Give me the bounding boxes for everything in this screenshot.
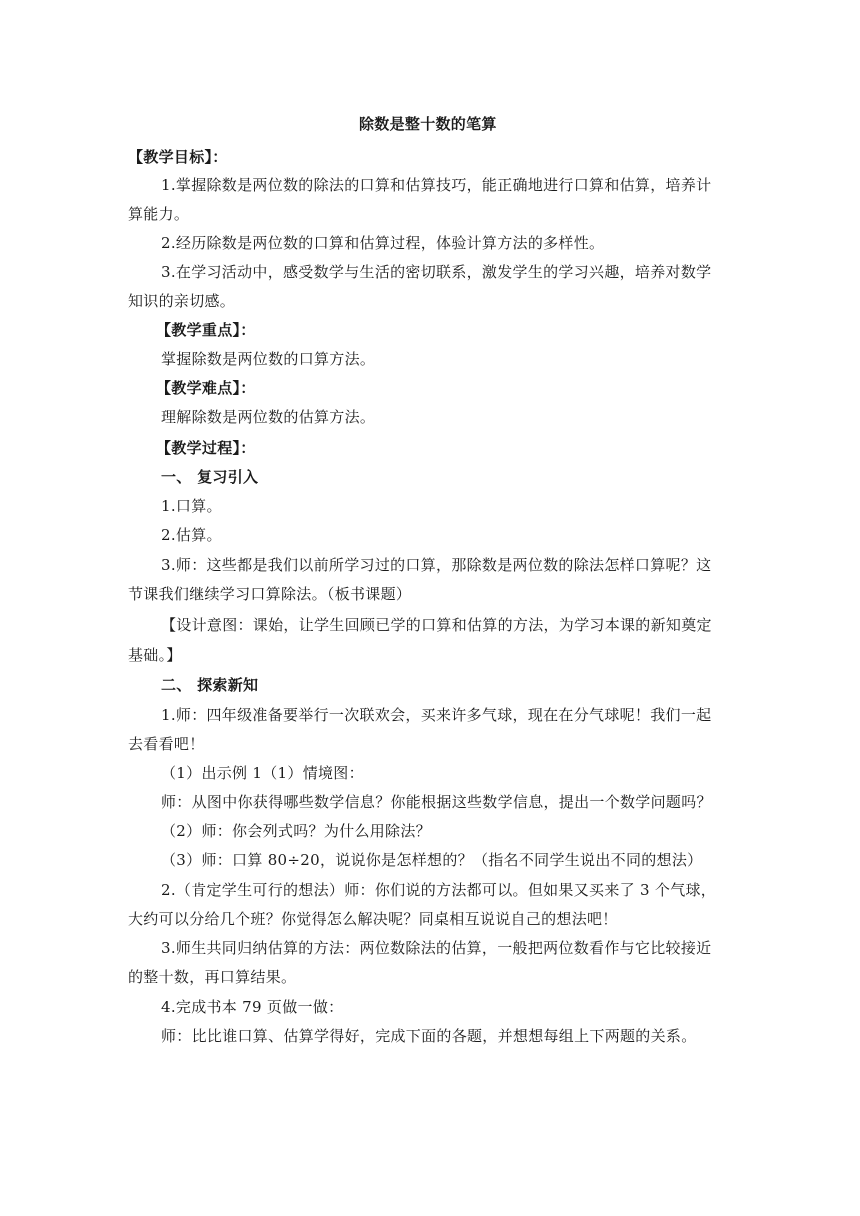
- difficulty-text: 理解除数是两位数的估算方法。: [161, 408, 376, 426]
- objective-2: 2.经历除数是两位数的口算和估算过程，体验计算方法的多样性。: [161, 234, 605, 252]
- section-2-item-2-line-1: 2.（肯定学生可行的想法）师：你们说的方法都可以。但如果又买来了 3 个气球，: [161, 881, 717, 899]
- section-2-sub-3: （3）师：口算 80÷20，说说你是怎样想的？（指名不同学生说出不同的想法）: [161, 851, 703, 869]
- objective-3-line-2: 知识的亲切感。: [128, 292, 236, 310]
- key-points-text: 掌握除数是两位数的口算方法。: [161, 350, 376, 368]
- document-title: 除数是整十数的笔算: [359, 115, 497, 133]
- objectives-heading: 【教学目标】：: [128, 148, 228, 166]
- section-2-item-1-line-2: 去看看吧！: [128, 735, 205, 753]
- objective-1-line-2: 算能力。: [128, 205, 190, 223]
- design-intent-line-1: 【设计意图：课始，让学生回顾已学的口算和估算的方法，为学习本课的新知奠定: [161, 616, 712, 634]
- section-1-item-2: 2.估算。: [161, 526, 222, 544]
- section-2-item-3-line-2: 的整十数，再口算结果。: [128, 968, 297, 986]
- objective-1-line-1: 1.掌握除数是两位数的除法的口算和估算技巧，能正确地进行口算和估算，培养计: [161, 176, 712, 194]
- section-2-heading: 二、 探索新知: [161, 676, 259, 694]
- section-2-teacher-question: 师：从图中你获得哪些数学信息？你能根据这些数学信息，提出一个数学问题吗？: [161, 793, 712, 811]
- section-2-item-4: 4.完成书本 79 页做一做：: [161, 998, 344, 1016]
- section-1-item-3-line-1: 3.师：这些都是我们以前所学习过的口算，那除数是两位数的除法怎样口算呢？这: [161, 556, 712, 574]
- section-2-item-1-line-1: 1.师：四年级准备要举行一次联欢会，买来许多气球，现在在分气球呢！我们一起: [161, 706, 712, 724]
- section-2-item-2-line-2: 大约可以分给几个班？你觉得怎么解决呢？同桌相互说说自己的想法吧！: [128, 910, 618, 928]
- design-intent-line-2: 基础。】: [128, 646, 182, 664]
- section-2-sub-2: （2）师：你会列式吗？为什么用除法？: [161, 822, 431, 840]
- difficulty-heading: 【教学难点】：: [156, 379, 256, 397]
- process-heading: 【教学过程】：: [156, 439, 256, 457]
- section-1-item-1: 1.口算。: [161, 497, 222, 515]
- section-2-sub-1: （1）出示例 1（1）情境图：: [161, 764, 364, 782]
- section-2-teacher-instruction: 师：比比谁口算、估算学得好，完成下面的各题，并想想每组上下两题的关系。: [161, 1027, 697, 1045]
- section-2-item-3-line-1: 3.师生共同归纳估算的方法：两位数除法的估算，一般把两位数看作与它比较接近: [161, 939, 712, 957]
- objective-3-line-1: 3.在学习活动中，感受数学与生活的密切联系，激发学生的学习兴趣，培养对数学: [161, 263, 712, 281]
- section-1-item-3-line-2: 节课我们继续学习口算除法。（板书课题）: [128, 585, 412, 603]
- section-1-heading: 一、 复习引入: [161, 468, 259, 486]
- key-points-heading: 【教学重点】：: [156, 321, 256, 339]
